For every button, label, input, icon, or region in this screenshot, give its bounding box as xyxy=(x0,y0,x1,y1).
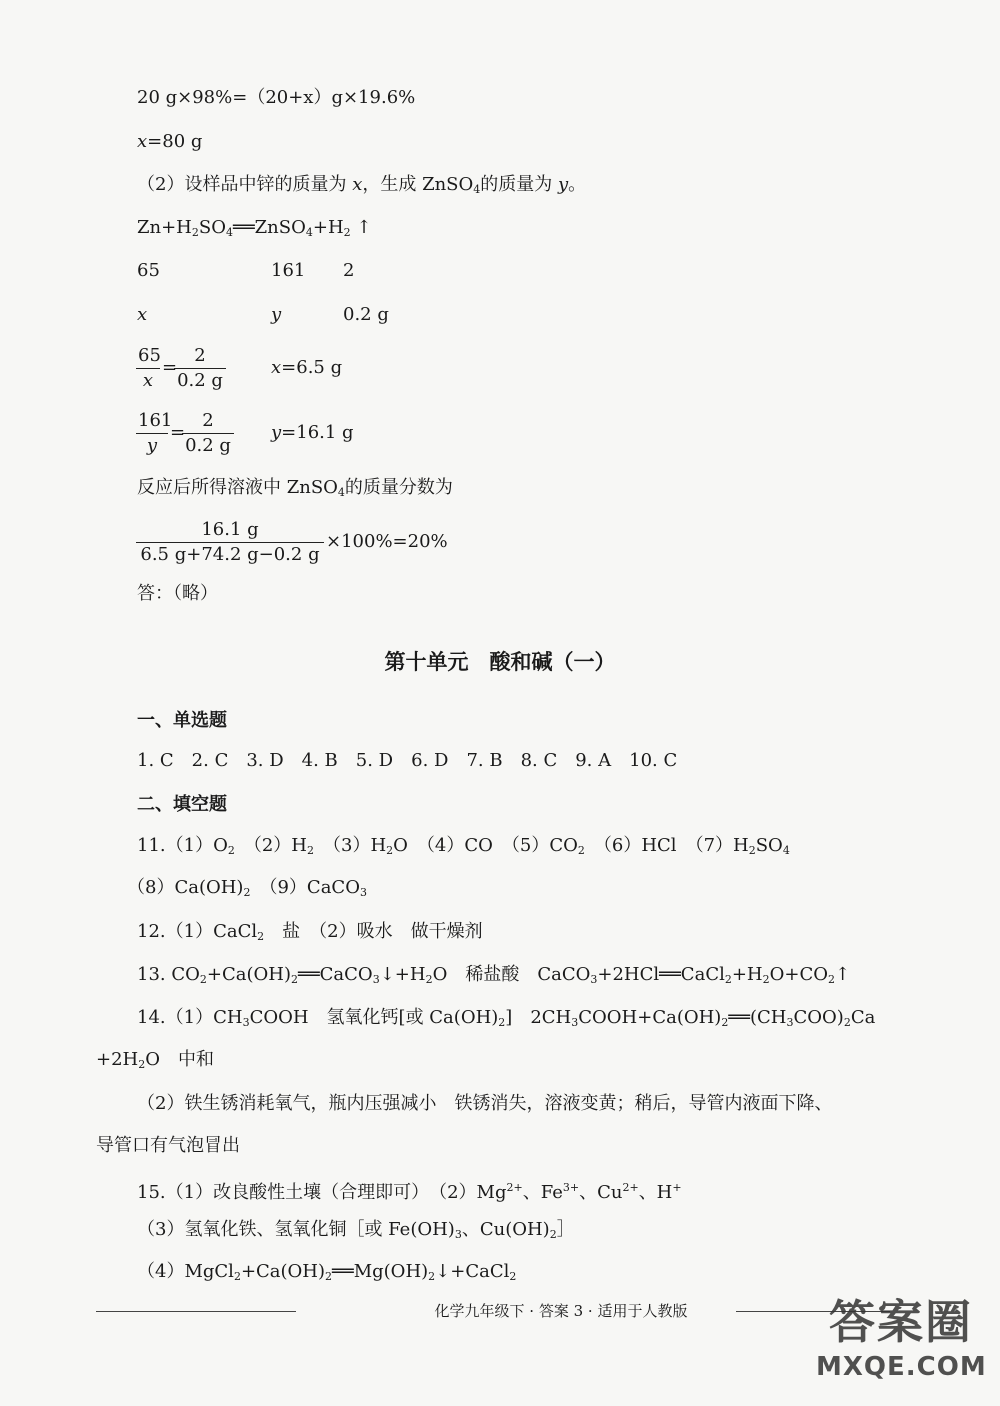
result-value: =6.5 g xyxy=(281,357,343,378)
q15-text: 、Cu xyxy=(579,1182,623,1203)
q14-text: COOH 氢氧化钙[或 Ca(OH) xyxy=(249,1007,499,1028)
subscript: 2 xyxy=(138,1058,146,1071)
q14-text: 14.（1）CH xyxy=(137,1007,243,1028)
q14-text: O 中和 xyxy=(145,1049,214,1070)
q13-text: ══CaCO xyxy=(297,964,373,985)
subscript: 2 xyxy=(577,844,585,857)
numerator: 65 xyxy=(136,344,160,369)
q11-text: O （4）CO （5）CO xyxy=(393,835,578,856)
q15-text: ══Mg(OH) xyxy=(332,1261,429,1282)
var-y: y xyxy=(271,422,282,443)
watermark-bottom: MXQE.COM xyxy=(816,1352,987,1382)
mass-2: 2 xyxy=(343,260,355,281)
mass-161: 161 xyxy=(271,260,306,281)
result-x xyxy=(271,356,342,380)
subscript: 2 xyxy=(509,1270,517,1283)
eq-part: +H xyxy=(312,217,344,238)
q14-line-2 xyxy=(96,1048,214,1077)
q14-text: COO) xyxy=(793,1007,844,1028)
subscript: 2 xyxy=(191,226,199,239)
q13-text: O 稀盐酸 CaCO xyxy=(432,964,591,985)
q11-text: （3）H xyxy=(314,835,387,856)
final-result: ×100%=20% xyxy=(326,531,448,552)
q15-text: +Ca(OH) xyxy=(240,1261,326,1282)
subscript: 2 xyxy=(724,973,732,986)
subscript: 2 xyxy=(428,1270,436,1283)
subscript: 2 xyxy=(199,973,207,986)
q13-text: +Ca(OH) xyxy=(206,964,291,985)
q15-line-4 xyxy=(137,1260,516,1289)
gas-arrow: ↑ xyxy=(835,964,851,985)
subscript: 2 xyxy=(307,844,314,857)
q11-line-1 xyxy=(137,834,790,863)
q15-line-3 xyxy=(137,1218,575,1247)
subscript: 2 xyxy=(843,1016,851,1029)
eq-part: Zn+H xyxy=(137,217,192,238)
eq-part: ══ZnSO xyxy=(232,217,306,238)
watermark-logo xyxy=(816,1286,986,1396)
q15-text: ↓+CaCl xyxy=(435,1261,510,1282)
q13-text: +H xyxy=(731,964,763,985)
subscript: 4 xyxy=(225,226,233,239)
subscript: 2 xyxy=(386,844,394,857)
subscript: 2 xyxy=(325,1270,333,1283)
denominator: y xyxy=(146,435,158,456)
subscript: 2 xyxy=(549,1228,557,1241)
calc-line-1: 20 g×98%=（20+x）g×19.6% xyxy=(137,87,416,108)
q11-text: SO xyxy=(755,835,783,856)
intro-text: 反应后所得溶液中 ZnSO xyxy=(137,477,338,498)
var-x: x xyxy=(137,131,148,152)
q12-text: 12.（1）CaCl xyxy=(137,921,258,942)
subscript: 2 xyxy=(233,1270,241,1283)
intro-text: 的质量为 xyxy=(480,174,558,195)
q11-line-2 xyxy=(127,876,367,905)
result-value: =16.1 g xyxy=(281,422,354,443)
q11-text: （2）H xyxy=(234,835,307,856)
gas-arrow: ↑ xyxy=(350,217,372,238)
intro-text: ，生成 ZnSO xyxy=(362,174,474,195)
fraction-65-x xyxy=(136,344,160,393)
var-x: x xyxy=(137,304,148,325)
section-title-single-choice: 一、单选题 xyxy=(137,710,227,731)
footer-rule-left xyxy=(96,1311,296,1312)
unit-title: 第十单元 酸和碱（一） xyxy=(384,649,616,674)
q12 xyxy=(137,920,483,949)
q14-text: COOH+Ca(OH) xyxy=(578,1007,722,1028)
watermark-top: 答案圈 xyxy=(829,1295,973,1349)
subscript: 3 xyxy=(786,1016,794,1029)
q14-text: Ca xyxy=(850,1007,876,1028)
subscript: 2 xyxy=(243,886,251,899)
var-y: y xyxy=(271,304,282,325)
subscript: 3 xyxy=(571,1016,579,1029)
q11-text: （9）CaCO xyxy=(250,877,360,898)
superscript: + xyxy=(672,1181,682,1194)
superscript: 3+ xyxy=(562,1181,580,1194)
subscript: 3 xyxy=(590,973,598,986)
numerator: 16.1 g xyxy=(136,518,324,543)
subscript: 4 xyxy=(337,486,345,499)
q15-text: （3）氢氧化铁、氢氧化铜［或 Fe(OH) xyxy=(137,1219,455,1240)
superscript: 2+ xyxy=(622,1181,639,1194)
subscript: 4 xyxy=(782,844,790,857)
mass-fraction-intro xyxy=(137,476,453,505)
q14-text: ══(CH xyxy=(728,1007,787,1028)
footer-text: 化学九年级下 · 答案 3 · 适用于人教版 xyxy=(434,1302,688,1320)
subscript: 2 xyxy=(498,1016,506,1029)
subscript: 3 xyxy=(359,886,367,899)
q12-text: 盐 （2）吸水 做干燥剂 xyxy=(264,921,483,942)
q13-text: O+CO xyxy=(769,964,828,985)
q15-text: 、H xyxy=(638,1182,673,1203)
subscript: 2 xyxy=(227,844,235,857)
q14-text: +2H xyxy=(96,1049,139,1070)
q14-text: ] 2CH xyxy=(505,1007,572,1028)
q15-text: 15.（1）改良酸性土壤（合理即可） （2）Mg xyxy=(137,1182,507,1203)
fraction-2-0-2g xyxy=(182,409,234,458)
subscript: 2 xyxy=(257,930,265,943)
page-footer xyxy=(96,1300,890,1324)
q14-part2-line-2: 导管口有气泡冒出 xyxy=(96,1135,240,1156)
denominator: 0.2 g xyxy=(177,370,223,391)
subscript: 3 xyxy=(454,1228,462,1241)
numerator: 2 xyxy=(174,344,226,369)
var-x: x xyxy=(271,357,282,378)
result-y xyxy=(271,421,354,445)
q13 xyxy=(137,963,850,992)
subscript: 3 xyxy=(242,1016,250,1029)
subscript: 2 xyxy=(762,973,770,986)
numerator: 2 xyxy=(182,409,234,434)
q14-part2-line-1: （2）铁生锈消耗氧气，瓶内压强减小 铁锈消失，溶液变黄；稍后，导管内液面下降、 xyxy=(137,1093,833,1114)
intro-text: 。 xyxy=(568,174,587,195)
q11-text: （8）Ca(OH) xyxy=(127,877,244,898)
subscript: 2 xyxy=(721,1016,729,1029)
reaction-equation xyxy=(137,216,371,245)
single-choice-answers: 1. C 2. C 3. D 4. B 5. D 6. D 7. B 8. C 9. A 10. C xyxy=(137,750,678,771)
intro-text: 的质量分数为 xyxy=(344,477,453,498)
q14-line-1 xyxy=(137,1006,875,1035)
q13-text: +2HCl══CaCl xyxy=(597,964,725,985)
superscript: 2+ xyxy=(506,1181,523,1194)
part2-intro xyxy=(137,173,586,202)
equals-sign: = xyxy=(170,422,186,443)
numerator: 161 xyxy=(136,409,168,434)
q11-text: 11.（1）O xyxy=(137,835,228,856)
answer-omitted: 答：（略） xyxy=(137,583,218,604)
q13-text: 13. CO xyxy=(137,964,200,985)
section-title-fill-in: 二、填空题 xyxy=(137,794,227,815)
q15-text: 、Fe xyxy=(522,1182,563,1203)
final-fraction xyxy=(136,518,324,567)
subscript: 4 xyxy=(305,226,313,239)
mass-0-2g: 0.2 g xyxy=(343,304,389,325)
subscript: 4 xyxy=(473,183,481,196)
subscript: 2 xyxy=(290,973,298,986)
denominator: 6.5 g+74.2 g−0.2 g xyxy=(140,544,320,565)
fraction-2-0-2g xyxy=(174,344,226,393)
denominator: x xyxy=(142,370,154,391)
q15-text: （4）MgCl xyxy=(137,1261,234,1282)
eq-part: SO xyxy=(198,217,226,238)
q15-line-1 xyxy=(137,1176,682,1205)
subscript: 2 xyxy=(828,973,835,986)
q13-text: ↓+H xyxy=(379,964,426,985)
var-y: y xyxy=(558,174,569,195)
intro-text: （2）设样品中锌的质量为 xyxy=(137,174,353,195)
subscript: 2 xyxy=(343,226,351,239)
q11-text: （6）HCl （7）H xyxy=(584,835,749,856)
calc-line-2 xyxy=(137,130,202,154)
mass-65: 65 xyxy=(137,260,160,281)
q15-text: 、Cu(OH) xyxy=(461,1219,550,1240)
subscript: 2 xyxy=(425,973,433,986)
fraction-161-y xyxy=(136,409,173,458)
subscript: 2 xyxy=(748,844,756,857)
denominator: 0.2 g xyxy=(185,435,231,456)
equals-sign: = xyxy=(162,357,178,378)
q15-text: ］ xyxy=(556,1219,575,1240)
var-x: x xyxy=(352,174,363,195)
subscript: 3 xyxy=(372,973,380,986)
calc-result: =80 g xyxy=(147,131,203,152)
